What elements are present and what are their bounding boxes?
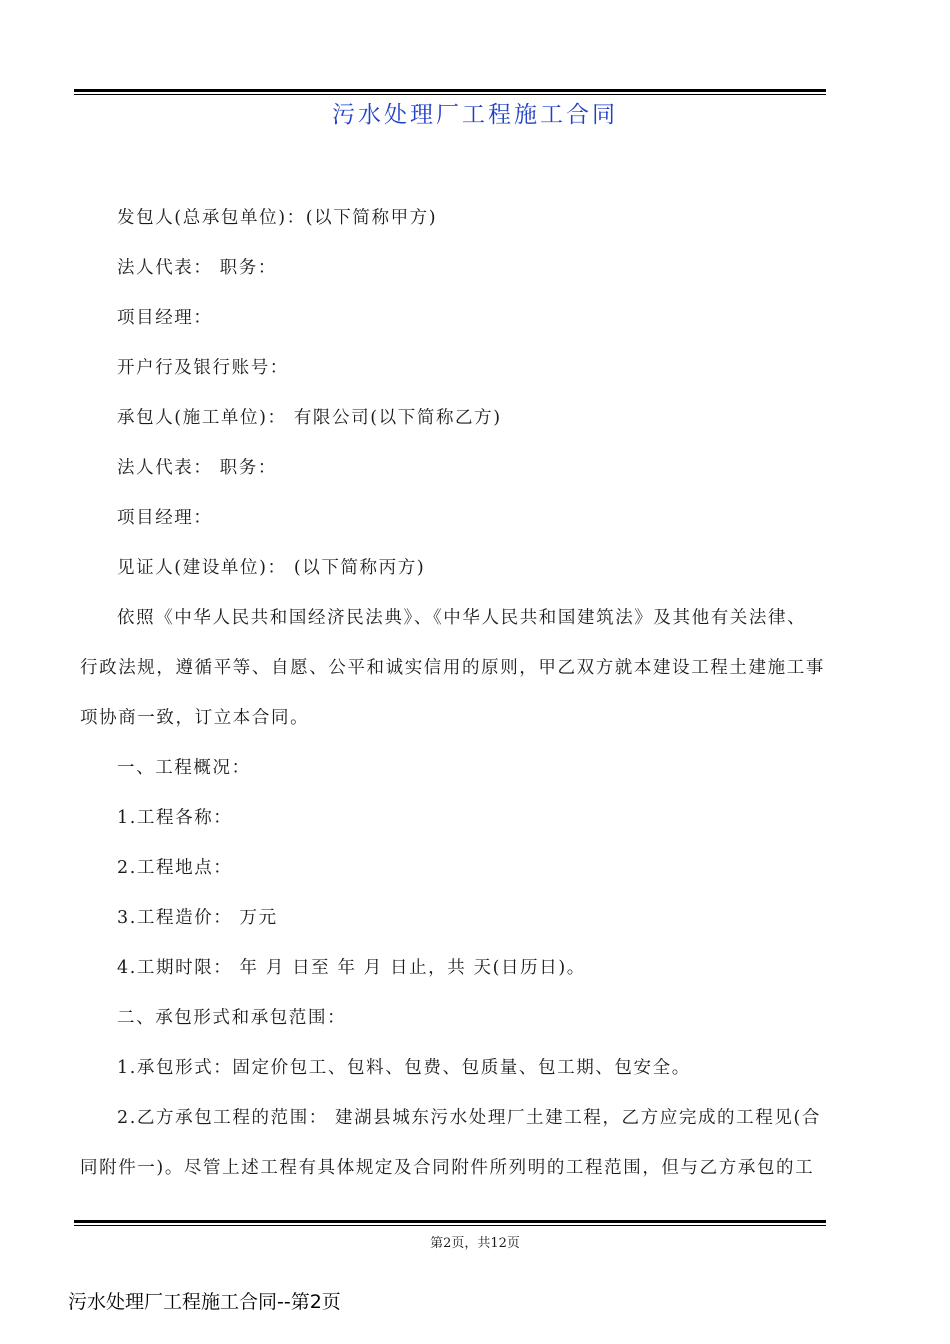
header-rule-thin bbox=[74, 94, 826, 95]
footer-rule-thick bbox=[74, 1220, 826, 1223]
bottom-caption: 污水处理厂工程施工合同--第2页 bbox=[68, 1291, 341, 1313]
document-title: 污水处理厂工程施工合同 bbox=[332, 102, 618, 128]
preamble-line-2: 行政法规，遵循平等、自愿、公平和诚实信用的原则，甲乙双方就本建设工程土建施工事 bbox=[80, 658, 825, 678]
contract-form-line: 1.承包形式：固定价包工、包料、包费、包质量、包工期、包安全。 bbox=[117, 1058, 691, 1078]
project-location-line: 2.工程地点： bbox=[117, 858, 233, 878]
footer-rule-thin bbox=[74, 1225, 826, 1226]
party-b-legal-rep-line: 法人代表： 职务： bbox=[117, 458, 277, 478]
project-duration-line: 4.工期时限： 年 月 日至 年 月 日止，共 天(日历日)。 bbox=[117, 958, 586, 978]
party-a-project-manager-line: 项目经理： bbox=[117, 308, 213, 328]
contract-scope-line-1: 2.乙方承包工程的范围： 建湖县城东污水处理厂土建工程，乙方应完成的工程见(合 bbox=[117, 1108, 821, 1128]
page-number: 第2页，共12页 bbox=[430, 1236, 520, 1251]
header-rule-thick bbox=[74, 89, 826, 92]
party-b-line: 承包人(施工单位)： 有限公司(以下简称乙方) bbox=[117, 408, 502, 428]
witness-line: 见证人(建设单位)： (以下简称丙方) bbox=[117, 558, 426, 578]
bank-account-line: 开户行及银行账号： bbox=[117, 358, 289, 378]
party-a-legal-rep-line: 法人代表： 职务： bbox=[117, 258, 277, 278]
section-1-heading: 一、工程概况： bbox=[117, 758, 251, 778]
preamble-line-1: 依照《中华人民共和国经济民法典》、《中华人民共和国建筑法》及其他有关法律、 bbox=[117, 608, 807, 628]
preamble-line-3: 项协商一致，订立本合同。 bbox=[80, 708, 310, 728]
project-cost-line: 3.工程造价： 万元 bbox=[117, 908, 278, 928]
contract-scope-line-2: 同附件一)。尽管上述工程有具体规定及合同附件所列明的工程范围，但与乙方承包的工 bbox=[80, 1158, 815, 1178]
project-name-line: 1.工程各称： bbox=[117, 808, 233, 828]
section-2-heading: 二、承包形式和承包范围： bbox=[117, 1008, 347, 1028]
party-b-project-manager-line: 项目经理： bbox=[117, 508, 213, 528]
party-a-line: 发包人(总承包单位)：(以下简称甲方) bbox=[117, 208, 438, 228]
